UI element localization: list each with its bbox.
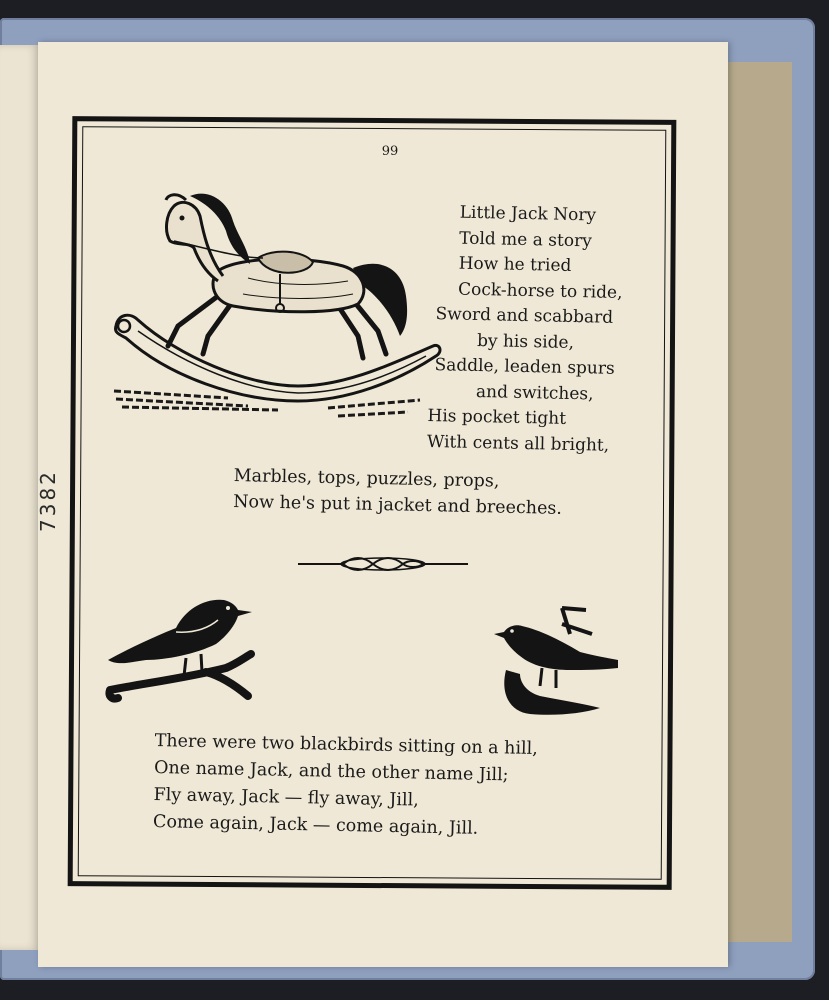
poem-line: Cock-horse to ride, (457, 279, 623, 303)
poem-line: How he tried (458, 253, 572, 276)
shelfmark: 7382 (36, 469, 60, 532)
ornamental-divider (298, 554, 468, 574)
poem-line: Fly away, Jack — fly away, Jill, (153, 784, 419, 811)
poem-line: One name Jack, and the other name Jill; (153, 757, 509, 786)
poem-line: Now he's put in jacket and breeches. (233, 491, 563, 519)
rocking-horse-illustration (108, 186, 448, 436)
poem-line: Little Jack Nory (459, 202, 597, 226)
blackbird-on-branch (106, 588, 256, 708)
poem-jack-nory-tail (233, 464, 563, 522)
page-content (70, 118, 674, 888)
poem-blackbirds (153, 728, 538, 844)
poem-jack-nory (427, 200, 625, 459)
poem-line: With cents all bright, (426, 431, 610, 456)
poem-line: His pocket tight (427, 405, 567, 429)
poem-line: Told me a story (458, 228, 593, 251)
blackbird-on-stump (490, 604, 630, 724)
poem-line: by his side, (476, 330, 575, 353)
poem-line: Sword and scabbard (435, 304, 614, 328)
poem-line: and switches, (475, 381, 594, 404)
poem-line: Marbles, tops, puzzles, props, (233, 465, 500, 492)
left-page-edge (0, 45, 40, 950)
poem-line: Saddle, leaden spurs (434, 355, 615, 379)
poem-line: There were two blackbirds sitting on a hill, (154, 730, 538, 760)
poem-line: Come again, Jack — come again, Jill. (152, 811, 479, 839)
page-number: 99 (381, 144, 399, 159)
